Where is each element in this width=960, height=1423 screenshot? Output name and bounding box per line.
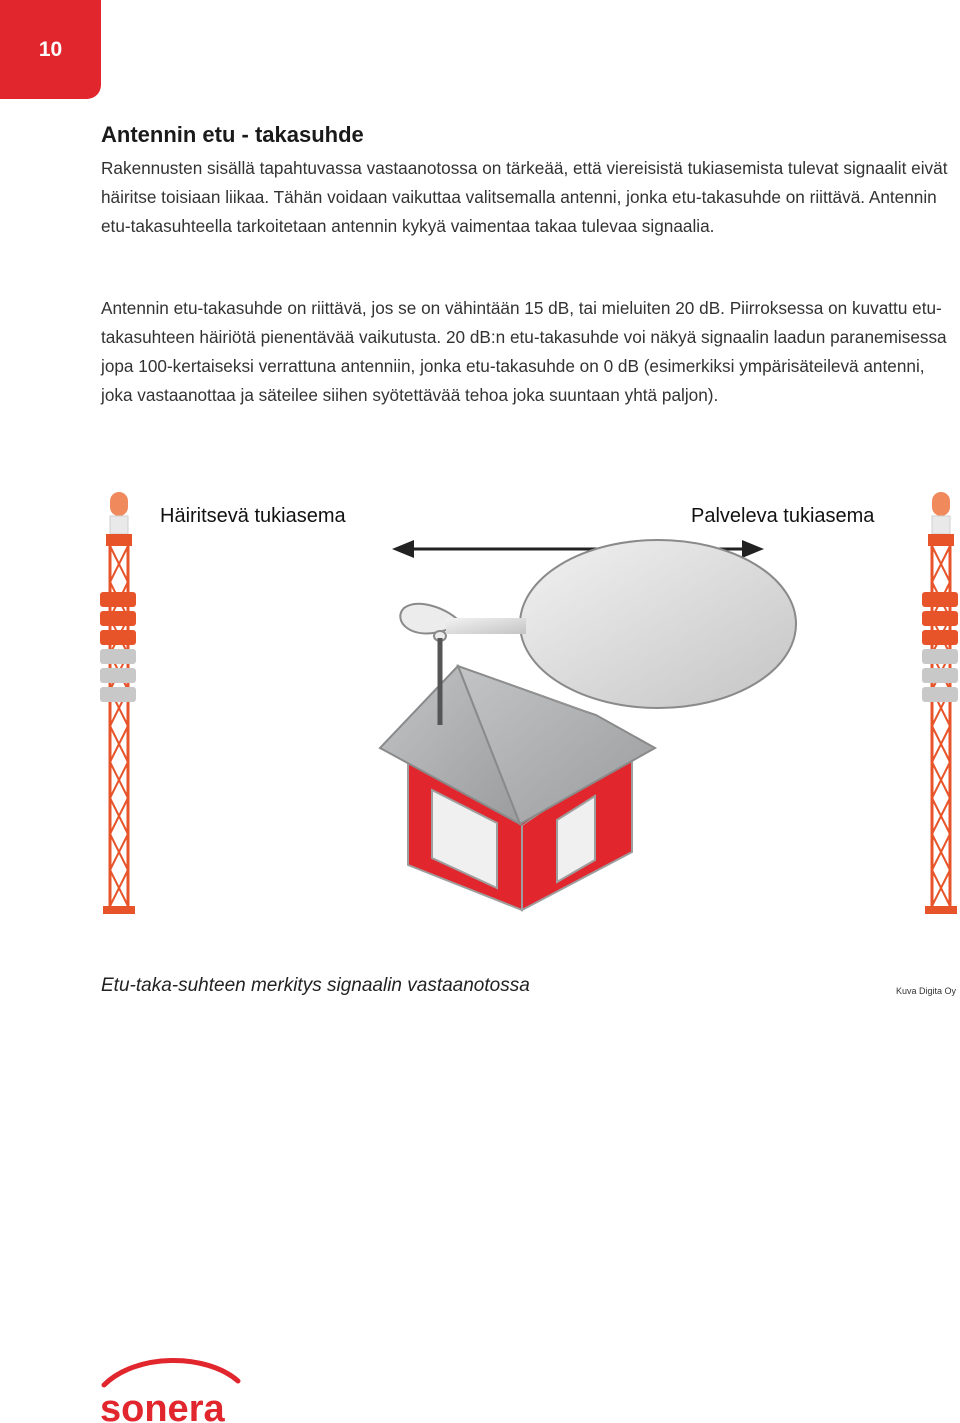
serving-station-label: Palveleva tukiasema — [691, 505, 875, 527]
image-credit: Kuva Digita Oy — [896, 986, 957, 996]
sonera-logo — [96, 1355, 256, 1423]
interfering-station-label: Häiritsevä tukiasema — [160, 505, 346, 527]
section-title: Antennin etu - takasuhde — [101, 122, 364, 147]
sonera-wordmark: sonera — [100, 1388, 225, 1423]
body-paragraph-1: Rakennusten sisällä tapahtuvassa vastaanotossa on tärkeää, että viereisistä tukiasemista tulevat signaalit eivät häiritse toisiaan liikaa. Tähän voidaan vaikuttaa valitsemalla antenni, jonka etu-takasuhde on riittävä. Antennin etu-takasuhteella tarkoitetaan antennin kykyä vaimentaa takaa tulevaa signaalia. — [101, 158, 948, 236]
page-number: 10 — [38, 37, 63, 61]
body-paragraph-2: Antennin etu-takasuhde on riittävä, jos se on vähintään 15 dB, tai mieluiten 20 dB. Piirroksessa on kuvattu etu-takasuhteen häiriötä pienentävää vaikutusta. 20 dB:n etu-takasuhde voi näkyä signaalin laadun paranemisessa jopa 100-kertaiseksi verrattuna antenniin, jonka etu-takasuhde on 0 dB (esimerkiksi ympärisäteilevä antenni, joka vastaanottaa ja säteilee siihen syötettävää tehoa joka suuntaan yhtä paljon). — [101, 298, 947, 405]
interfering-tower — [100, 492, 136, 914]
figure-caption: Etu-taka-suhteen merkitys signaalin vastaanotossa — [101, 975, 530, 996]
serving-tower — [922, 492, 958, 914]
antenna-diagram — [0, 480, 960, 920]
page-number-tab — [0, 0, 101, 99]
